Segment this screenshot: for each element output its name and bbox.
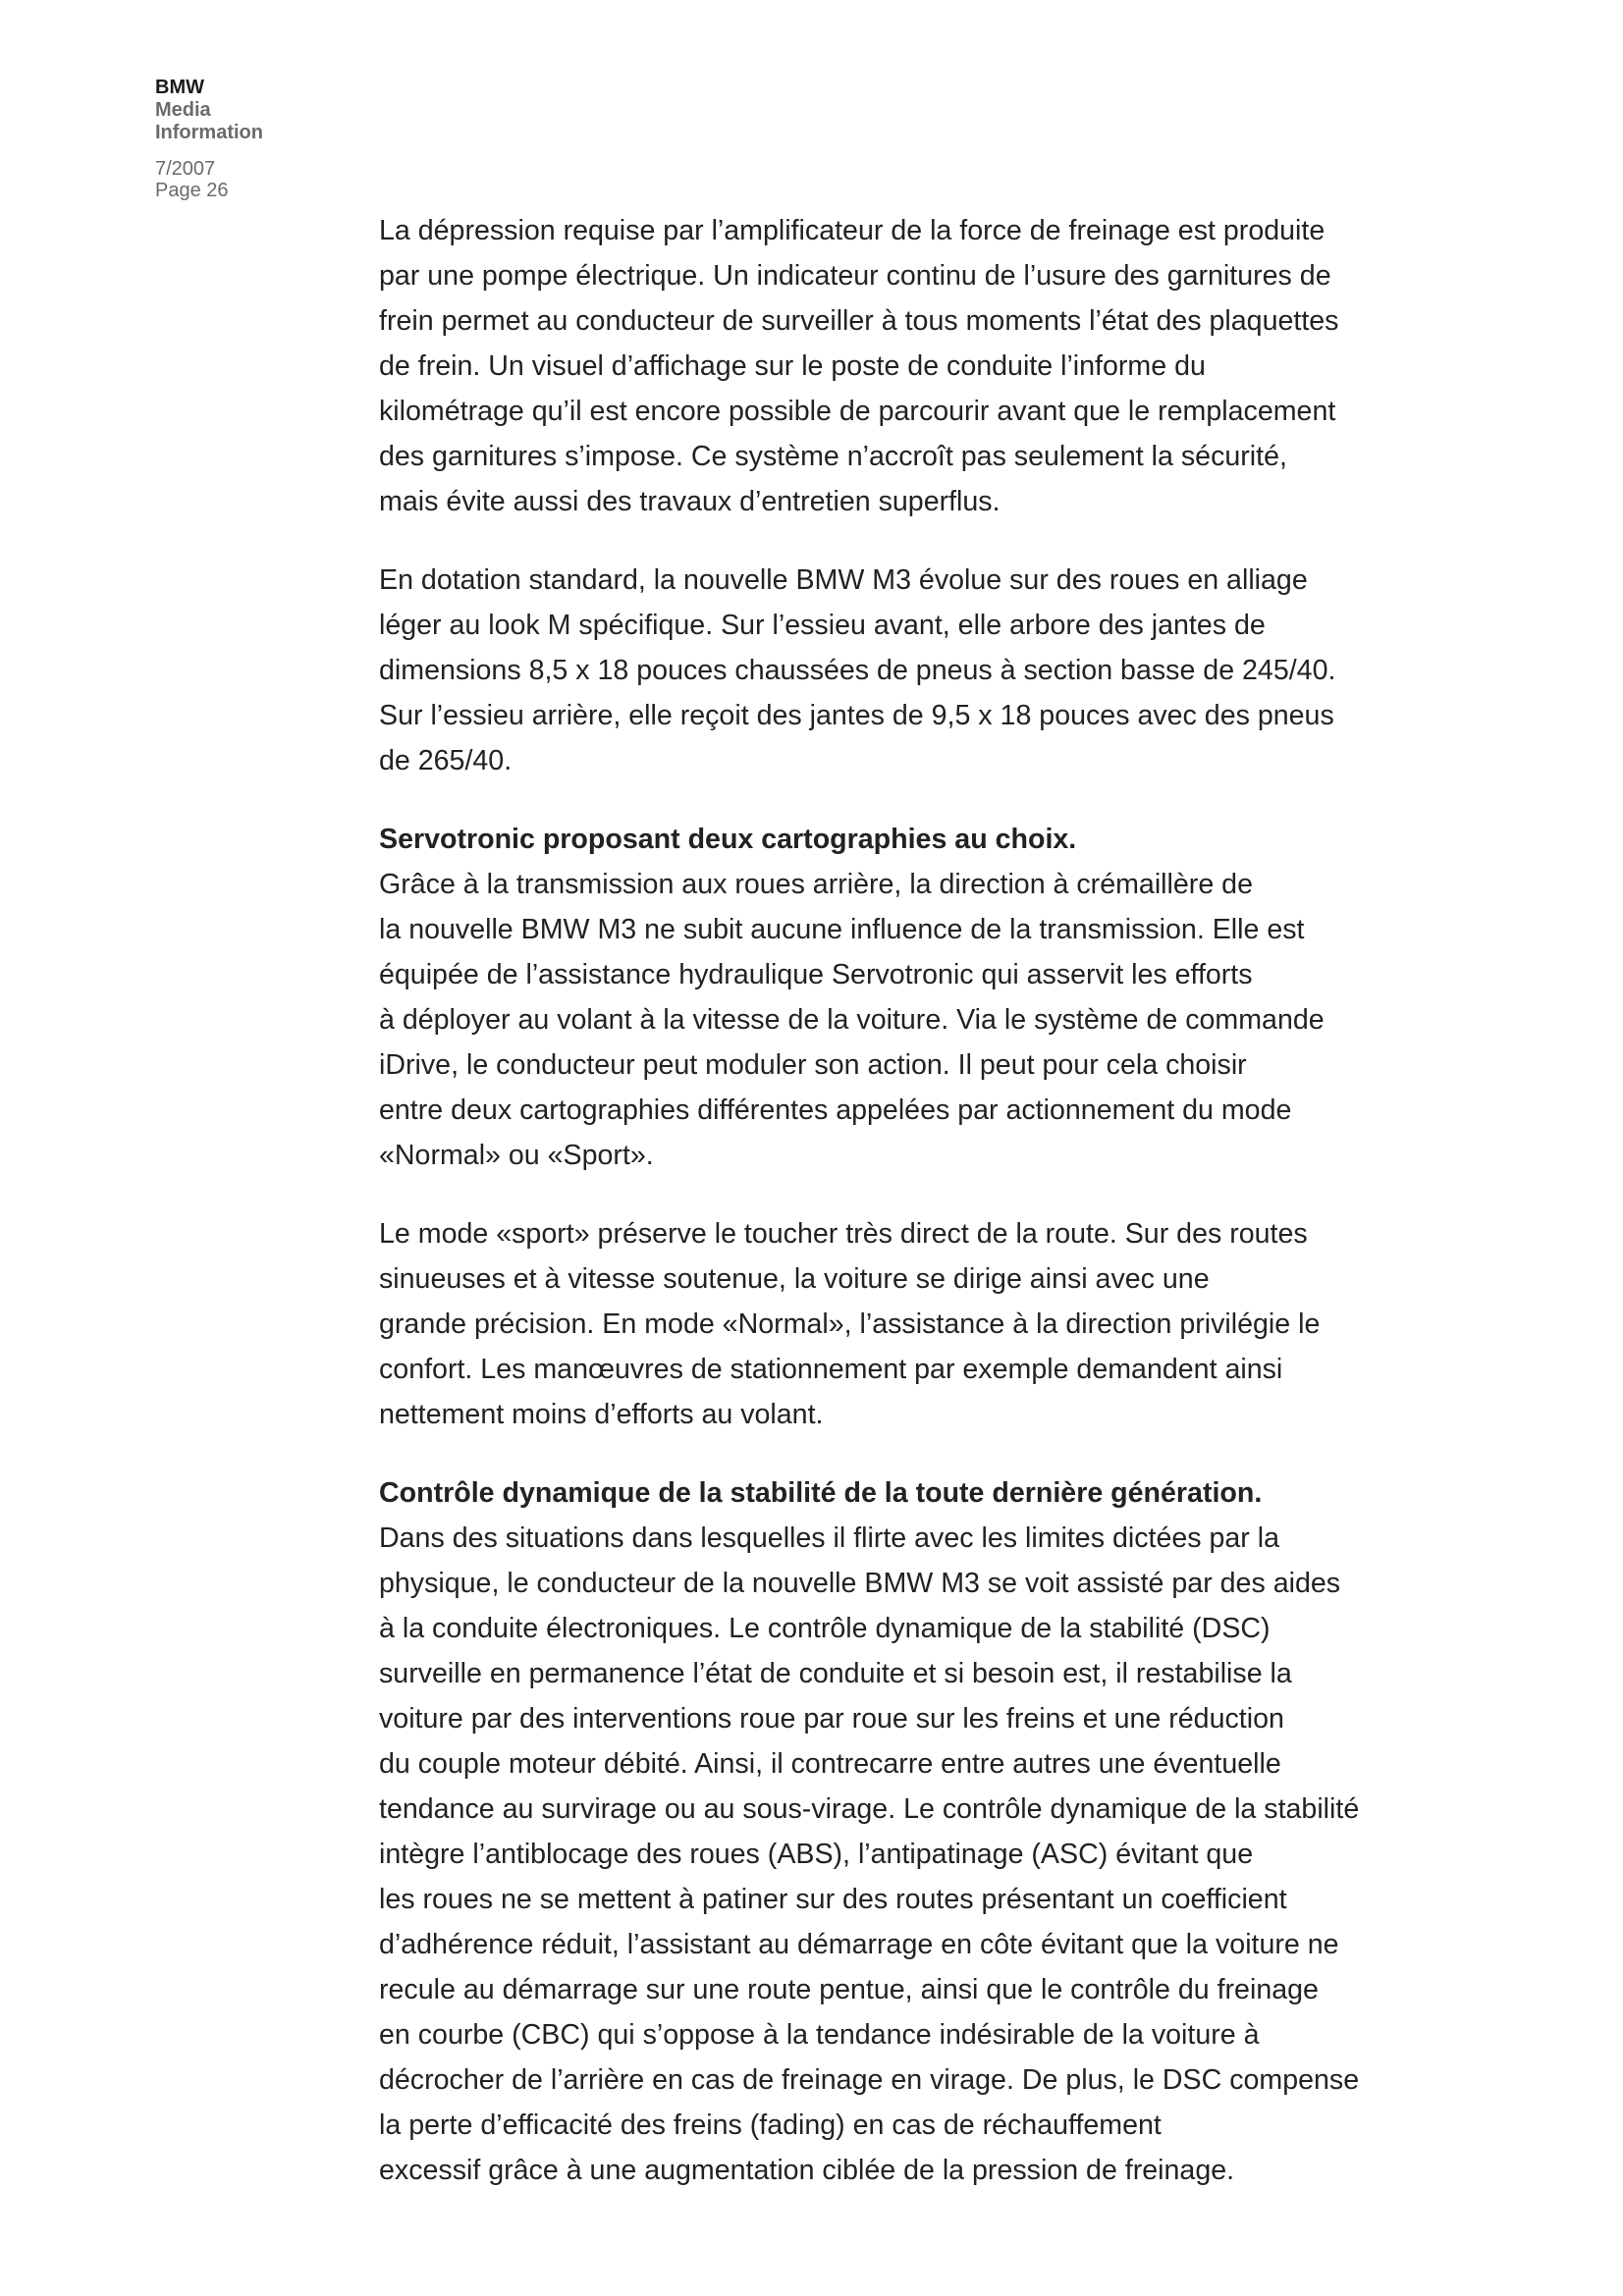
paragraph [379,1470,1400,2193]
section-heading: Servotronic proposant deux cartographies au choix. [379,824,1077,855]
text-line: décrocher de l’arrière en cas de freinage en virage. De plus, le DSC compense [379,2064,1360,2096]
brand-name: BMW [155,77,204,98]
text-line: la perte d’efficacité des freins (fading) en cas de réchauffement [379,2109,1162,2141]
text-line: La dépression requise par l’amplificateur de la force de freinage est produite [379,215,1325,246]
text-line: par une pompe électrique. Un indicateur continu de l’usure des garnitures de [379,260,1331,292]
text-line: kilométrage qu’il est encore possible de parcourir avant que le remplacement [379,396,1336,427]
text-line: intègre l’antiblocage des roues (ABS), l’antipatinage (ASC) évitant que [379,1839,1254,1870]
text-line: «Normal» ou «Sport». [379,1140,654,1171]
text-line: dimensions 8,5 x 18 pouces chaussées de pneus à section basse de 245/40. [379,655,1336,686]
text-line: Sur l’essieu arrière, elle reçoit des jantes de 9,5 x 18 pouces avec des pneus [379,700,1334,731]
text-line: Le mode «sport» préserve le toucher très direct de la route. Sur des routes [379,1218,1308,1250]
text-line: surveille en permanence l’état de conduite et si besoin est, il restabilise la [379,1658,1292,1689]
text-line: excessif grâce à une augmentation ciblée de la pression de freinage. [379,2155,1235,2186]
text-line: sinueuses et à vitesse soutenue, la voiture se dirige ainsi avec une [379,1263,1210,1295]
text-line: nettement moins d’efforts au volant. [379,1399,824,1430]
text-line: tendance au survirage ou au sous-virage. Le contrôle dynamique de la stabilité [379,1793,1360,1825]
text-line: à déployer au volant à la vitesse de la voiture. Via le système de commande [379,1004,1325,1036]
section-heading: Contrôle dynamique de la stabilité de la toute dernière génération. [379,1477,1263,1509]
text-line: Grâce à la transmission aux roues arrière, la direction à crémaillère de [379,869,1253,900]
text-line: physique, le conducteur de la nouvelle BMW M3 se voit assisté par des aides [379,1568,1341,1599]
text-line: équipée de l’assistance hydraulique Servotronic qui asservit les efforts [379,959,1253,990]
document-date: 7/2007 [155,158,216,180]
text-line: en courbe (CBC) qui s’oppose à la tendance indésirable de la voiture à [379,2019,1260,2051]
text-line: les roues ne se mettent à patiner sur des routes présentant un coefficient [379,1884,1287,1915]
document-header [155,77,352,201]
text-line: de 265/40. [379,745,513,776]
text-line: léger au look M spécifique. Sur l’essieu avant, elle arbore des jantes de [379,610,1266,641]
text-line: voiture par des interventions roue par roue sur les freins et une réduction [379,1703,1284,1735]
brand-subtitle-information: Information [155,122,263,143]
page-number: Page 26 [155,180,229,201]
text-line: mais évite aussi des travaux d’entretien superflus. [379,486,1001,517]
text-line: iDrive, le conducteur peut moduler son action. Il peut pour cela choisir [379,1049,1247,1081]
brand-subtitle-media: Media [155,99,211,121]
text-line: frein permet au conducteur de surveiller à tous moments l’état des plaquettes [379,305,1339,337]
paragraph [379,817,1400,1178]
paragraph [379,208,1400,524]
text-line: de frein. Un visuel d’affichage sur le poste de conduite l’informe du [379,350,1206,382]
text-line: confort. Les manœuvres de stationnement par exemple demandent ainsi [379,1354,1283,1385]
text-line: recule au démarrage sur une route pentue, ainsi que le contrôle du freinage [379,1974,1319,2005]
text-line: En dotation standard, la nouvelle BMW M3 évolue sur des roues en alliage [379,564,1308,596]
text-line: d’adhérence réduit, l’assistant au démarrage en côte évitant que la voiture ne [379,1929,1339,1960]
text-line: la nouvelle BMW M3 ne subit aucune influence de la transmission. Elle est [379,914,1305,945]
paragraph [379,1211,1400,1437]
text-line: Dans des situations dans lesquelles il flirte avec les limites dictées par la [379,1522,1280,1554]
text-line: entre deux cartographies différentes appelées par actionnement du mode [379,1095,1292,1126]
text-line: à la conduite électroniques. Le contrôle dynamique de la stabilité (DSC) [379,1613,1271,1644]
text-line: des garnitures s’impose. Ce système n’accroît pas seulement la sécurité, [379,441,1287,472]
text-line: grande précision. En mode «Normal», l’assistance à la direction privilégie le [379,1308,1321,1340]
text-line: du couple moteur débité. Ainsi, il contrecarre entre autres une éventuelle [379,1748,1281,1780]
paragraph [379,558,1400,783]
document-body [379,208,1400,2226]
